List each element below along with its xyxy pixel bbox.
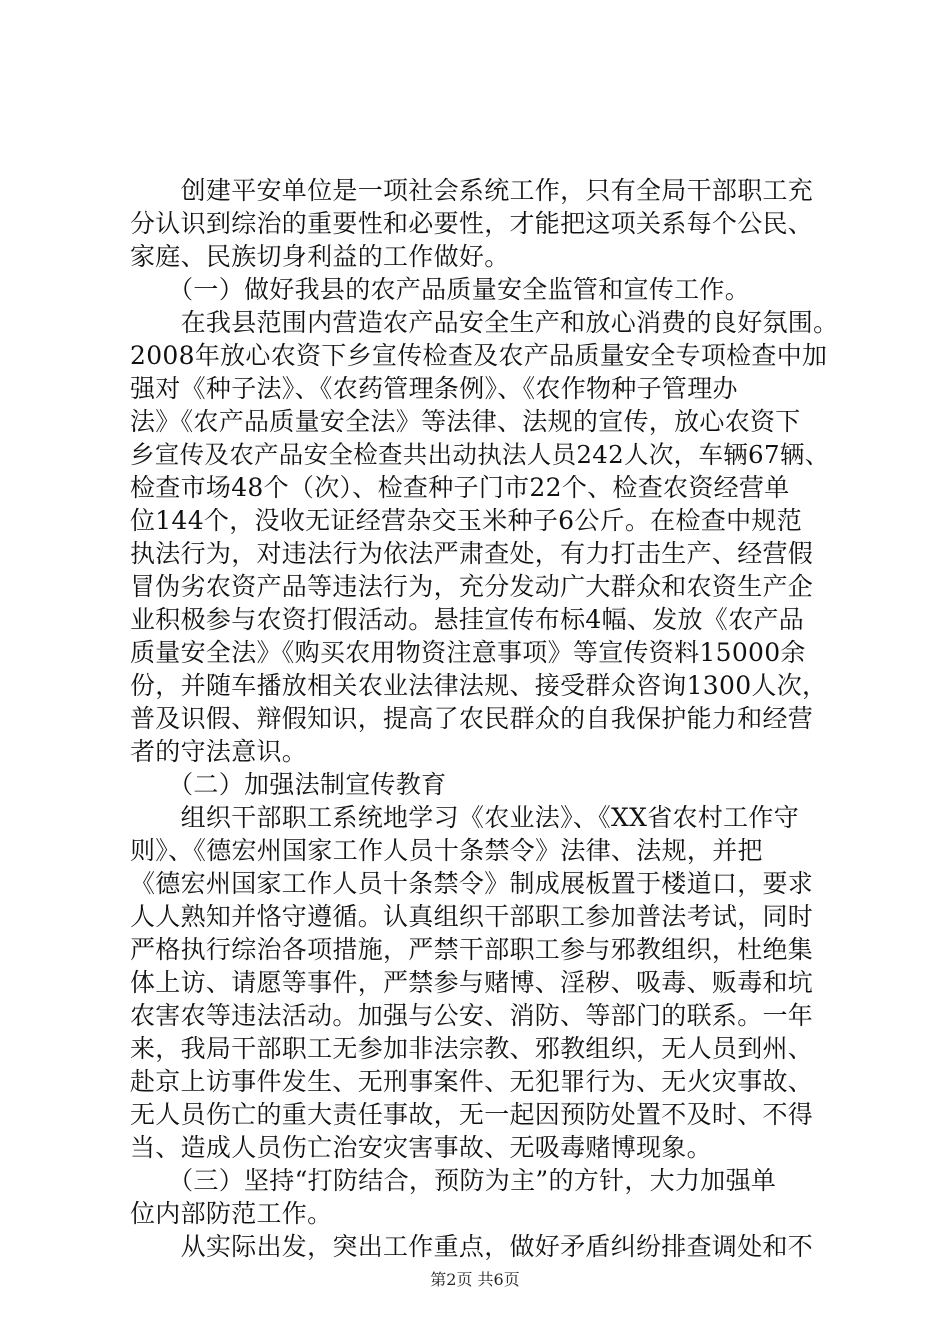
text-line: 法》《农产品质量安全法》等法律、法规的宣传，放心农资下 (130, 407, 801, 436)
text-line: 组织干部职工系统地学习《农业法》、《XX省农村工作守 (130, 803, 799, 832)
page-number-footer: 第2页 共6页 (430, 1270, 520, 1289)
text-line: 家庭、民族切身利益的工作做好。 (130, 242, 510, 271)
text-line: 检查市场48个（次）、检查种子门市22个、检查农资经营单 (130, 473, 790, 502)
text-line: 分认识到综治的重要性和必要性，才能把这项关系每个公民、 (130, 209, 814, 238)
text-line: 则》、《德宏州国家工作人员十条禁令》法律、法规，并把 (130, 836, 763, 865)
text-line: 普及识假、辩假知识，提高了农民群众的自我保护能力和经营 (130, 704, 814, 733)
section-heading-3: （三）坚持“打防结合，预防为主”的方针，大力加强单 (130, 1166, 777, 1195)
text-line: 冒伪劣农资产品等违法行为，充分发动广大群众和农资生产企 (130, 572, 814, 601)
text-line: 严格执行综治各项措施，严禁干部职工参与邪教组织，杜绝集 (130, 935, 814, 964)
text-line: 赴京上访事件发生、无刑事案件、无犯罪行为、无火灾事故、 (130, 1067, 814, 1096)
text-line: 来，我局干部职工无参加非法宗教、邪教组织，无人员到州、 (130, 1034, 814, 1063)
text-line: 位144个，没收无证经营杂交玉米种子6公斤。在检查中规范 (130, 506, 803, 535)
text-line: 质量安全法》《购买农用物资注意事项》等宣传资料15000余 (130, 638, 806, 667)
text-line: 体上访、请愿等事件，严禁参与赌博、淫秽、吸毒、贩毒和坑 (130, 968, 814, 997)
text-line: 位内部防范工作。 (130, 1199, 333, 1228)
text-line: 执法行为，对违法行为依法严肃查处，有力打击生产、经营假 (130, 539, 814, 568)
text-line: 从实际出发，突出工作重点，做好矛盾纠纷排查调处和不 (130, 1232, 814, 1261)
section-heading-2: （二）加强法制宣传教育 (130, 770, 447, 799)
text-line: 人人熟知并恪守遵循。认真组织干部职工参加普法考试，同时 (130, 902, 814, 931)
text-line: 在我县范围内营造农产品安全生产和放心消费的良好氛围。 (130, 308, 839, 337)
text-line: 创建平安单位是一项社会系统工作，只有全局干部职工充 (130, 176, 814, 205)
text-line: 无人员伤亡的重大责任事故，无一起因预防处置不及时、不得 (130, 1100, 814, 1129)
text-line: 者的守法意识。 (130, 737, 308, 766)
text-line: 乡宣传及农产品安全检查共出动执法人员242人次，车辆67辆、 (130, 440, 830, 469)
text-line: 份，并随车播放相关农业法律法规、接受群众咨询1300人次， (130, 671, 828, 700)
text-line: 强对《种子法》、《农药管理条例》、《农作物种子管理办 (130, 374, 738, 403)
section-heading-1: （一）做好我县的农产品质量安全监管和宣传工作。 (130, 275, 751, 304)
text-line: 农害农等违法活动。加强与公安、消防、等部门的联系。一年 (130, 1001, 814, 1030)
text-line: 当、造成人员伤亡治安灾害事故、无吸毒赌博现象。 (130, 1133, 712, 1162)
text-line: 《德宏州国家工作人员十条禁令》制成展板置于楼道口，要求 (130, 869, 814, 898)
text-line: 业积极参与农资打假活动。悬挂宣传布标4幅、发放《农产品 (130, 605, 805, 634)
text-line: 2008年放心农资下乡宣传检查及农产品质量安全专项检查中加 (130, 341, 828, 370)
